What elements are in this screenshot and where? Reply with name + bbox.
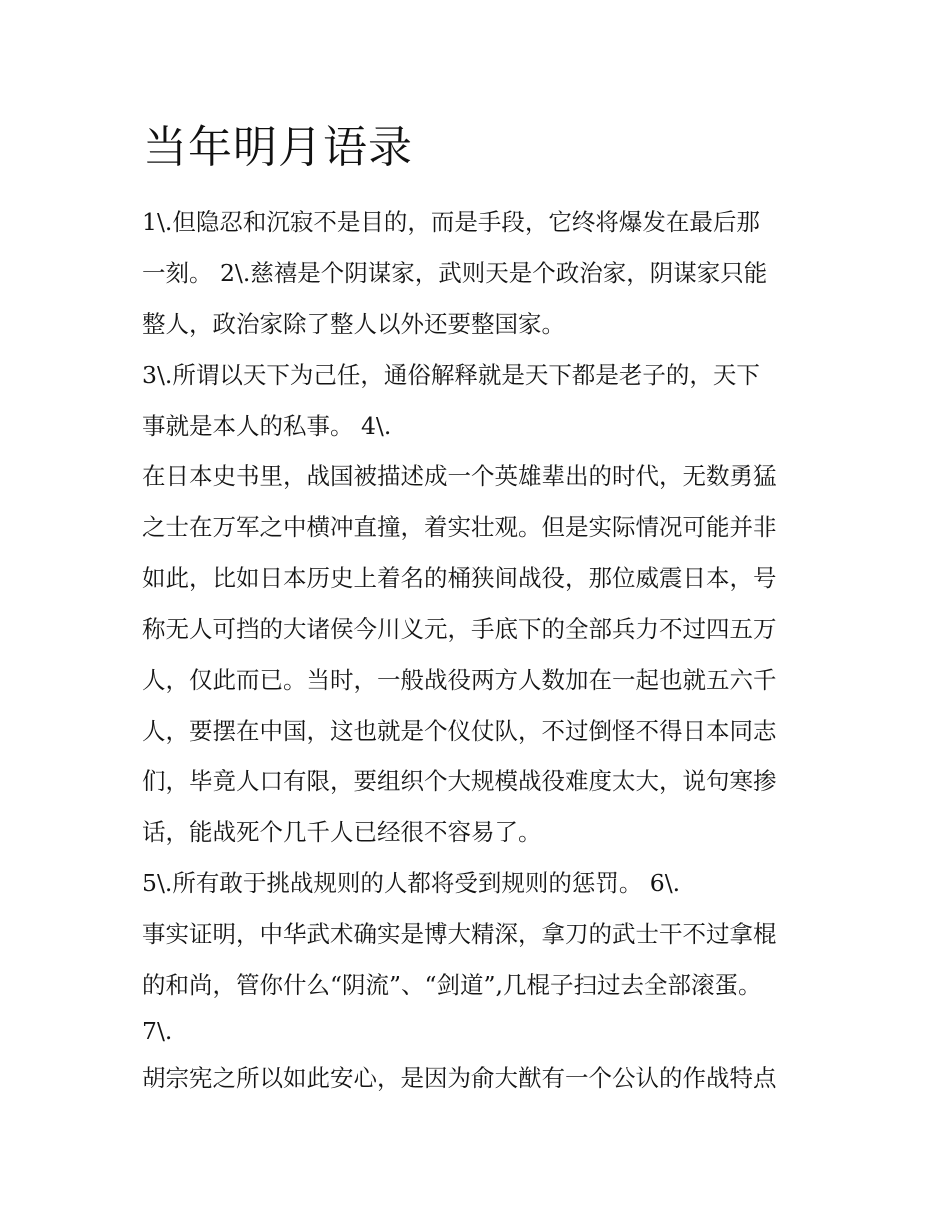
text-line: 人，要摆在中国，这也就是个仪仗队，不过倒怪不得日本同志: [142, 717, 777, 745]
text-line: 1\.但隐忍和沉寂不是目的，而是手段，它终将爆发在最后那: [142, 208, 760, 236]
text-line: 事实证明，中华武术确实是博大精深，拿刀的武士干不过拿棍: [142, 920, 777, 948]
text-line: 如此，比如日本历史上着名的桶狭间战役，那位威震日本，号: [142, 564, 777, 592]
text-line: 人，仅此而已。当时，一般战役两方人数加在一起也就五六千: [142, 666, 777, 694]
text-line: 在日本史书里，战国被描述成一个英雄辈出的时代，无数勇猛: [142, 462, 777, 490]
text-line: 称无人可挡的大诸侯今川义元，手底下的全部兵力不过四五万: [142, 615, 777, 643]
text-line: 一刻。 2\.慈禧是个阴谋家，武则天是个政治家，阴谋家只能: [142, 259, 768, 287]
text-line: 的和尚，管你什么“阴流”、“剑道”,几棍子扫过去全部滚蛋。: [142, 971, 762, 999]
text-line: 3\.所谓以天下为己任，通俗解释就是天下都是老子的，天下: [142, 361, 760, 389]
text-line: 话，能战死个几千人已经很不容易了。: [142, 818, 542, 846]
text-line: 胡宗宪之所以如此安心，是因为俞大猷有一个公认的作战特点: [142, 1064, 777, 1092]
text-line: 整人，政治家除了整人以外还要整国家。: [142, 310, 565, 338]
text-line: 们，毕竟人口有限，要组织个大规模战役难度太大，说句寒掺: [142, 767, 777, 795]
page-title: 当年明月语录: [143, 122, 413, 173]
text-line: 5\.所有敢于挑战规则的人都将受到规则的惩罚。 6\.: [142, 869, 681, 897]
text-line: 事就是本人的私事。 4\.: [142, 412, 392, 440]
text-line: 7\.: [142, 1017, 173, 1045]
text-line: 之士在万军之中横冲直撞，着实壮观。但是实际情况可能并非: [142, 513, 777, 541]
